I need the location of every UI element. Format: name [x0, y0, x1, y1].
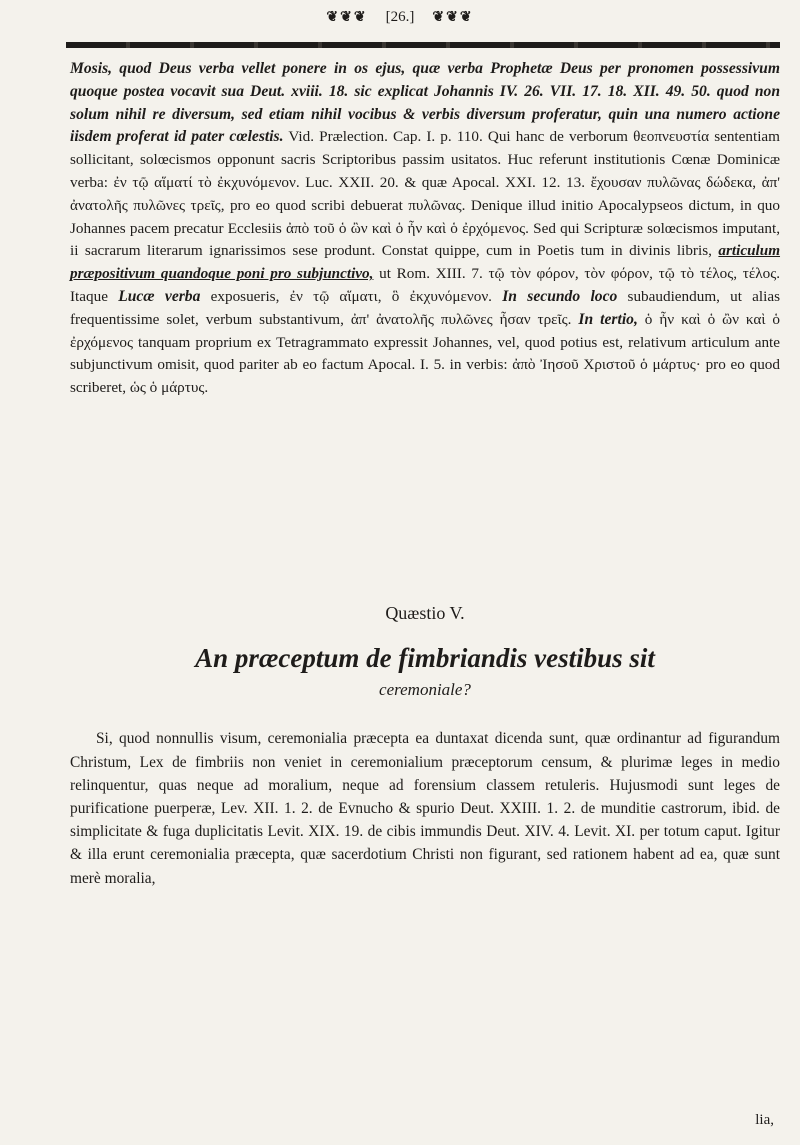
question-number: Quæstio V. — [385, 603, 465, 623]
ornament-right-icon: ❦❦❦ — [432, 9, 474, 25]
itaque-word: Itaque — [70, 287, 108, 305]
ornament-left-icon: ❦❦❦ — [326, 9, 368, 25]
answer-text: Si, quod nonnullis visum, ceremonialia præcepta ea duntaxat dicenda sunt, quæ ordinantur ad figurandum Christum, Lex de fimbriis non veniet in ceremonialium præceptorum censum, & plurimæ leges in medio relinquentur, quas neque ad moralium, neque ad forensium classem retuleris. Hujusmodi sunt leges de purificatione puerperæ, Lev. XII. 1. 2. de Evnucho & spurio Deut. XXIII. 1. 2. de munditie castrorum, ibid. de simplicitate & fuga duplicitatis Levit. XIX. 19. de cibis immundis Deut. XIV. 4. Levit. XI. per totum caput. Igitur & illa erunt ceremonialia præcepta, quæ sacerdotium Christi non figurant, sed rationem habent ad ea, quæ sunt merè moralia, — [70, 730, 780, 887]
paragraph-answer — [70, 712, 780, 905]
italic-phrase-third: In tertio, — [578, 310, 638, 328]
italic-phrase-luke: Lucæ verba — [118, 287, 201, 305]
page-header — [0, 8, 800, 42]
italic-phrase-second: In secundo loco — [502, 287, 618, 305]
commentary-text-3: exposueris, ἐν τῷ αἵματι, ὃ ἐκχυνόμενον. — [210, 287, 492, 305]
commentary-text: Vid. Prælection. Cap. I. p. 110. Qui hanc de verborum θεοπνευστία sententiam sollicitant, solœcismos opponunt sacris Scriptoribus passim usitatos. Huc referunt institutionis Cœnæ Dominicæ verba: ἐν τῷ αἵματί τὸ ἐκχυνόμενον. Luc. XXII. 20. & quæ Apocal. XXI. 12. 13. ἔχουσαν πυλῶνας δώδεκα, ἀπ' ἀνατολῆς πυλῶνες τρεῖς, pro eo quod scribi debuerat πυλῶνας. Denique illud initio Apocalypseos dictum, in quo Johannes pacem precatur Ecclesiis ἀπὸ τοῦ ὁ ὢν καὶ ὁ ἦν καὶ ὁ ἐρχόμενος. Sed qui Scripturæ solœcismos imputant, ii sacrarum literarum ignarissimos sese produnt. Constat quippe, cum in Poetis tum in divinis libris, — [70, 128, 780, 260]
question-title: An præceptum de fimbriandis vestibus sit — [195, 643, 655, 673]
underlined-passage: articulum præpositivum quandoque poni pro subjunctivo, — [70, 242, 781, 283]
question-heading — [70, 600, 780, 702]
catchword: lia, — [755, 1112, 774, 1128]
question-subtitle: ceremoniale? — [379, 680, 471, 699]
italic-passage: Mosis, quod Deus verba vellet ponere in os ejus, quæ verba Prophetæ Deus per pronomen possessivum quoque postea vocavit sua Deut. xviii. 18. sic explicat Johannis IV. 26. VII. 17. 18. XII. 49. 50. quod non solum nihil re diversum, sed etiam nihil vocibus & verbis diversum proferatur, quin una numero actione iisdem proferat id pater cœlestis. — [70, 60, 780, 146]
commentary-text-4: subaudiendum, ut alias frequentissime solet, verbum substantivum, ἀπ' ἀνατολῆς πυλῶνες ἦσαν τρεῖς. — [70, 287, 781, 328]
page-number: [26.] — [385, 8, 415, 25]
commentary-text-2: ut Rom. XIII. 7. τῷ τὸν φόρον, τὸν φόρον, τῷ τὸ τέλος, τέλος. — [379, 265, 781, 283]
header-rule — [66, 42, 780, 48]
commentary-text-5: ὁ ἦν καὶ ὁ ὢν καὶ ὁ ἐρχόμενος tanquam proprium ex Tetragrammato expressit Johannes, vel, quod potius est, relativum articulum ante subjunctivum omisit, quod pariter ab eo factum Apocal. I. 5. in verbis: ἀπὸ Ἰησοῦ Χριστοῦ ὁ μάρτυς· pro eo quod scriberet, ὡς ὁ μάρτυς. — [70, 310, 780, 397]
paragraph-continuation — [70, 58, 780, 400]
